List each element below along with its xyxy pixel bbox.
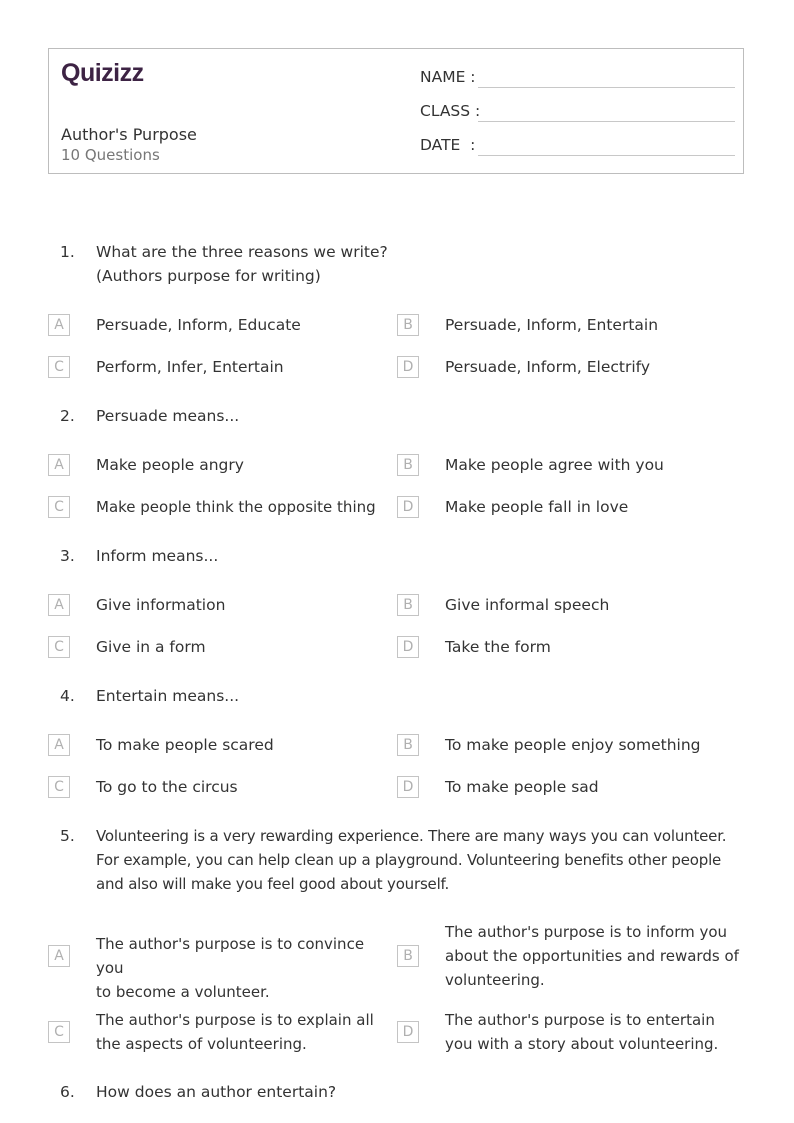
question-3-text: Inform means... (96, 547, 219, 565)
question-3-option-d-text: Take the form (445, 638, 551, 656)
name-line[interactable] (478, 87, 735, 88)
date-line[interactable] (478, 155, 735, 156)
question-5-option-d-text: The author's purpose is to entertain you with a story about volunteering. (445, 1011, 719, 1053)
question-2-option-b-box[interactable]: B (397, 454, 419, 476)
class-line[interactable] (478, 121, 735, 122)
question-5-option-d-box[interactable]: D (397, 1021, 419, 1043)
question-1-option-a-text: Persuade, Inform, Educate (96, 316, 301, 334)
question-4-option-a-text: To make people scared (96, 736, 274, 754)
question-2-option-a-box[interactable]: A (48, 454, 70, 476)
question-4-option-b-text: To make people enjoy something (445, 736, 701, 754)
name-label: NAME : (420, 68, 476, 86)
question-6-text: How does an author entertain? (96, 1083, 337, 1101)
question-5-text: Volunteering is a very rewarding experience. There are many ways you can volunteer. For example, you can help clean up a playground. Volunteering benefits other people and also will make you feel good about yourself. (96, 827, 727, 893)
name-field[interactable] (420, 66, 735, 90)
question-5-option-c-text: The author's purpose is to explain all the aspects of volunteering. (96, 1011, 374, 1053)
question-3-option-c-box[interactable]: C (48, 636, 70, 658)
question-4-number: 4. (60, 687, 75, 705)
question-2-option-c-box[interactable]: C (48, 496, 70, 518)
question-1-option-d-text: Persuade, Inform, Electrify (445, 358, 650, 376)
question-count: 10 Questions (61, 146, 160, 164)
question-3-option-d-box[interactable]: D (397, 636, 419, 658)
question-4-option-b-box[interactable]: B (397, 734, 419, 756)
question-4-text: Entertain means... (96, 687, 240, 705)
question-3-option-b-text: Give informal speech (445, 596, 610, 614)
question-3-option-a-text: Give information (96, 596, 226, 614)
question-1-option-d-box[interactable]: D (397, 356, 419, 378)
question-5-option-b-box[interactable]: B (397, 945, 419, 967)
question-3-number: 3. (60, 547, 75, 565)
quizizz-logo: Quizizz (61, 59, 144, 87)
question-1-option-a-box[interactable]: A (48, 314, 70, 336)
question-5-number: 5. (60, 827, 75, 845)
question-2-number: 2. (60, 407, 75, 425)
question-5-option-c-box[interactable]: C (48, 1021, 70, 1043)
worksheet-header (48, 48, 744, 174)
question-5-option-b-text: The author's purpose is to inform you about the opportunities and rewards of volunteering. (445, 923, 739, 989)
question-2-option-b-text: Make people agree with you (445, 456, 664, 474)
question-2-option-a-text: Make people angry (96, 456, 244, 474)
class-field[interactable] (420, 100, 735, 124)
question-2-option-d-box[interactable]: D (397, 496, 419, 518)
question-3-option-b-box[interactable]: B (397, 594, 419, 616)
question-4-option-c-text: To go to the circus (96, 778, 238, 796)
question-1-option-c-text: Perform, Infer, Entertain (96, 358, 284, 376)
question-1-option-b-text: Persuade, Inform, Entertain (445, 316, 659, 334)
question-2-text: Persuade means... (96, 407, 240, 425)
question-5-option-a-box[interactable]: A (48, 945, 70, 967)
question-3-option-a-box[interactable]: A (48, 594, 70, 616)
question-4-option-d-box[interactable]: D (397, 776, 419, 798)
question-3-option-c-text: Give in a form (96, 638, 206, 656)
question-1-option-b-box[interactable]: B (397, 314, 419, 336)
question-4-option-a-box[interactable]: A (48, 734, 70, 756)
class-label: CLASS : (420, 102, 481, 120)
question-2-option-d-text: Make people fall in love (445, 498, 629, 516)
question-1-text: What are the three reasons we write? (Authors purpose for writing) (96, 243, 388, 285)
question-6-number: 6. (60, 1083, 75, 1101)
question-5-option-a-text: The author's purpose is to convince you to become a volunteer. (96, 935, 365, 1001)
worksheet-title: Author's Purpose (61, 125, 197, 144)
question-1-option-c-box[interactable]: C (48, 356, 70, 378)
question-1-number: 1. (60, 243, 75, 261)
date-field[interactable] (420, 134, 735, 158)
question-4-option-c-box[interactable]: C (48, 776, 70, 798)
question-2-option-c-text: Make people think the opposite thing (96, 498, 376, 516)
question-4-option-d-text: To make people sad (445, 778, 599, 796)
date-label: DATE : (420, 136, 476, 154)
